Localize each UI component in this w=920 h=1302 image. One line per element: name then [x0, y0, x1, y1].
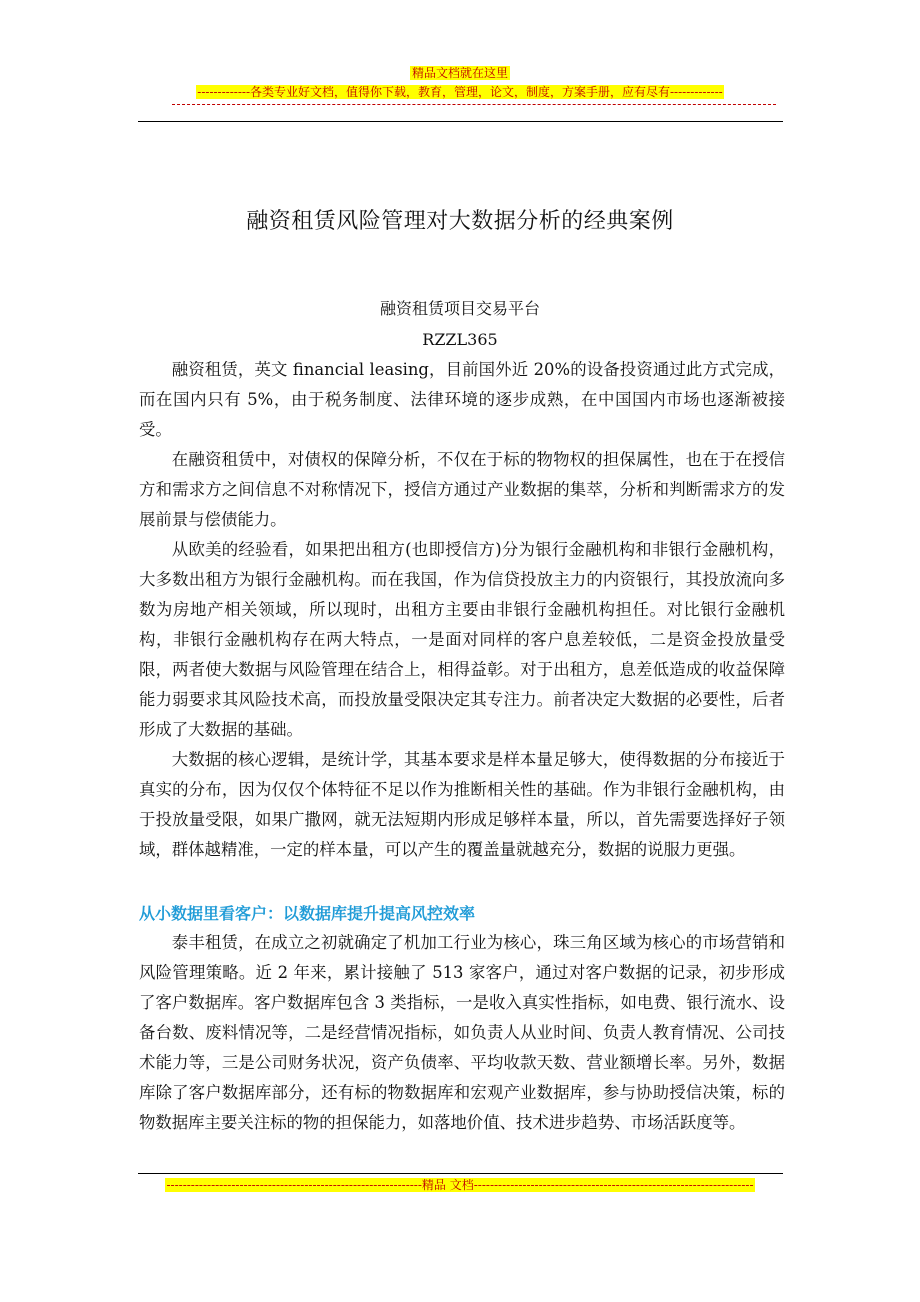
- footer-text: ---------------------------------------------------------------精品 文档---------------------------------------------------------------------: [166, 1178, 754, 1192]
- header-banner: [0, 66, 920, 80]
- section-paragraph: 泰丰租赁，在成立之初就确定了机加工行业为核心，珠三角区域为核心的市场营销和风险管理策略。近 2 年来，累计接触了 513 家客户，通过对客户数据的记录，初步形成了客户数据库。客户数据库包含 3 类指标，一是收入真实性指标，如电费、银行流水、设备台数、废料情况等，二是经营情况指标，如负责人从业时间、负责人教育情况、公司技术能力等，三是公司财务状况，资产负债率、平均收款天数、营业额增长率。另外，数据库除了客户数据库部分，还有标的物数据库和宏观产业数据库，参与协助授信决策，标的物数据库主要关注标的物的担保能力，如落地价值、技术进步趋势、市场活跃度等。: [139, 933, 785, 1132]
- document-source-code: RZZL365: [422, 330, 498, 349]
- section-heading: 从小数据里看客户：以数据库提升提高风控效率: [139, 904, 476, 923]
- header-divider: [138, 121, 783, 122]
- body-paragraph: 大数据的核心逻辑，是统计学，其基本要求是样本量足够大，使得数据的分布接近于真实的分布，因为仅仅个体特征不足以作为推断相关性的基础。作为非银行金融机构，由于投放量受限，如果广撒网，就无法短期内形成足够样本量，所以，首先需要选择好子领域，群体越精准，一定的样本量，可以产生的覆盖量就越充分，数据的说服力更强。: [139, 750, 785, 859]
- header-tagline: [0, 85, 920, 99]
- body-paragraph: 在融资租赁中，对债权的保障分析，不仅在于标的物物权的担保属性，也在于在授信方和需求方之间信息不对称情况下，授信方通过产业数据的集萃，分析和判断需求方的发展前景与偿债能力。: [139, 450, 785, 529]
- document-source: 融资租赁项目交易平台: [379, 299, 540, 318]
- document-body: [139, 355, 785, 865]
- body-paragraph: 从欧美的经验看，如果把出租方(也即授信方)分为银行金融机构和非银行金融机构，大多数出租方为银行金融机构。而在我国，作为信贷投放主力的内资银行，其投放流向多数为房地产相关领域，所以现时，出租方主要由非银行金融机构担任。对比银行金融机构，非银行金融机构存在两大特点，一是面对同样的客户息差较低，二是资金投放量受限，两者使大数据与风险管理在结合上，相得益彰。对于出租方，息差低造成的收益保障能力弱要求其风险技术高，而投放量受限决定其专注力。前者决定大数据的必要性，后者形成了大数据的基础。: [139, 540, 785, 739]
- document-title: 融资租赁风险管理对大数据分析的经典案例: [246, 209, 674, 234]
- body-paragraph: 融资租赁，英文 financial leasing，目前国外近 20%的设备投资通过此方式完成，而在国内只有 5%，由于税务制度、法律环境的逐步成熟，在中国国内市场也逐渐被接受。: [139, 360, 785, 439]
- footer: [0, 1178, 920, 1192]
- footer-divider: [138, 1173, 783, 1174]
- header-dashed-divider: [172, 104, 776, 105]
- header-tagline-text: -------------各类专业好文档，值得你下载，教育，管理，论文，制度，方案手册，应有尽有-------------: [197, 85, 723, 99]
- section-body: [139, 928, 785, 1138]
- header-banner-text: 精品文档就在这里: [411, 66, 508, 80]
